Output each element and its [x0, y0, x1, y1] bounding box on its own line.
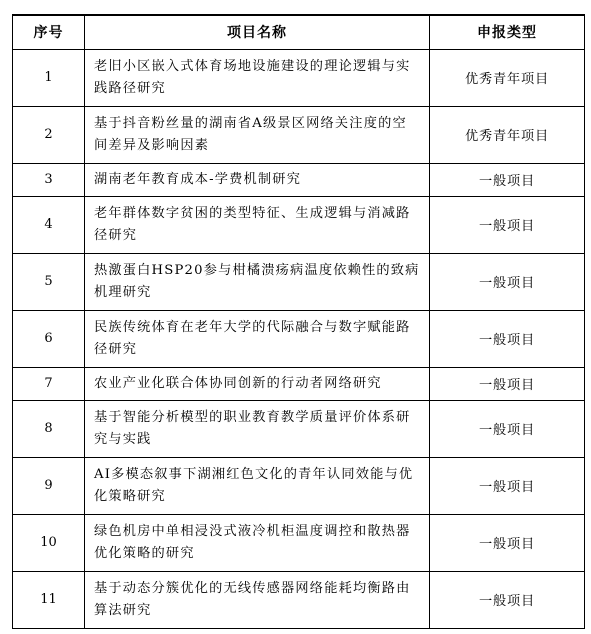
project-name: 老旧小区嵌入式体育场地设施建设的理论逻辑与实践路径研究: [85, 49, 430, 106]
project-name: 热激蛋白HSP20参与柑橘溃疡病温度依赖性的致病机理研究: [85, 253, 430, 310]
application-type: 优秀青年项目: [430, 49, 585, 106]
table-row: [13, 253, 585, 310]
table-body: [13, 49, 585, 628]
project-name: 民族传统体育在老年大学的代际融合与数字赋能路径研究: [85, 310, 430, 367]
application-type: 一般项目: [430, 253, 585, 310]
table-row: [13, 514, 585, 571]
application-type: 一般项目: [430, 571, 585, 628]
row-number: 9: [13, 457, 85, 514]
row-number: 3: [13, 163, 85, 196]
application-type: 一般项目: [430, 400, 585, 457]
header-application-type: 申报类型: [430, 15, 585, 49]
table-row: [13, 49, 585, 106]
row-number: 5: [13, 253, 85, 310]
row-number: 7: [13, 367, 85, 400]
table-row: [13, 457, 585, 514]
row-number: 10: [13, 514, 85, 571]
table-row: [13, 310, 585, 367]
project-name: AI多模态叙事下湖湘红色文化的青年认同效能与优化策略研究: [85, 457, 430, 514]
project-name: 基于动态分簇优化的无线传感器网络能耗均衡路由算法研究: [85, 571, 430, 628]
row-number: 8: [13, 400, 85, 457]
application-type: 优秀青年项目: [430, 106, 585, 163]
project-name: 湖南老年教育成本-学费机制研究: [85, 163, 430, 196]
header-number: 序号: [13, 15, 85, 49]
row-number: 6: [13, 310, 85, 367]
application-type: 一般项目: [430, 514, 585, 571]
table-row: [13, 367, 585, 400]
row-number: 2: [13, 106, 85, 163]
header-row: [13, 15, 585, 49]
table-row: [13, 196, 585, 253]
application-type: 一般项目: [430, 196, 585, 253]
project-name: 基于抖音粉丝量的湖南省A级景区网络关注度的空间差异及影响因素: [85, 106, 430, 163]
project-name: 绿色机房中单相浸没式液冷机柜温度调控和散热器优化策略的研究: [85, 514, 430, 571]
application-type: 一般项目: [430, 457, 585, 514]
table-row: [13, 163, 585, 196]
application-type: 一般项目: [430, 163, 585, 196]
project-table: [12, 14, 585, 629]
cropped-text: [4, 0, 18, 7]
row-number: 1: [13, 49, 85, 106]
table-row: [13, 571, 585, 628]
cropped-text-strip: [0, 0, 591, 14]
row-number: 11: [13, 571, 85, 628]
row-number: 4: [13, 196, 85, 253]
table-row: [13, 106, 585, 163]
table-header: [13, 15, 585, 49]
project-name: 农业产业化联合体协同创新的行动者网络研究: [85, 367, 430, 400]
application-type: 一般项目: [430, 310, 585, 367]
application-type: 一般项目: [430, 367, 585, 400]
header-project-name: 项目名称: [85, 15, 430, 49]
table-row: [13, 400, 585, 457]
project-name: 老年群体数字贫困的类型特征、生成逻辑与消减路径研究: [85, 196, 430, 253]
project-name: 基于智能分析模型的职业教育教学质量评价体系研究与实践: [85, 400, 430, 457]
